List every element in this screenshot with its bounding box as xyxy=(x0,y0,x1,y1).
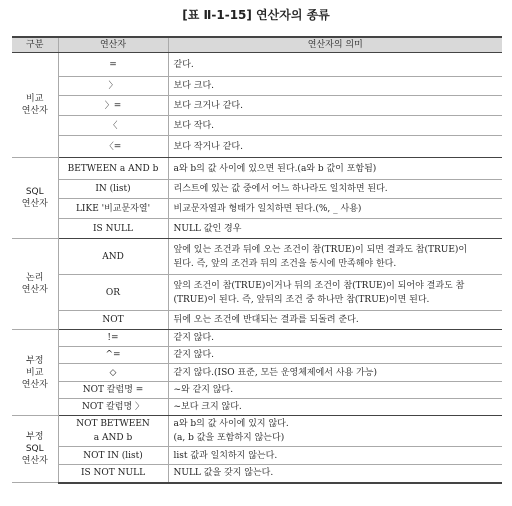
meaning-cell xyxy=(168,399,502,416)
header-operator: 연산자 xyxy=(58,37,168,53)
category-cell xyxy=(12,416,58,483)
meaning-text: 같다. xyxy=(173,59,194,70)
table-row xyxy=(12,275,502,311)
table-row xyxy=(12,311,502,330)
meaning-cell xyxy=(168,447,502,465)
meaning-text: 비교문자열과 형태가 일치하면 된다.(%, _ 사용) xyxy=(173,203,362,214)
meaning-cell xyxy=(168,96,502,116)
meaning-text: NULL 값을 갖지 않는다. xyxy=(173,468,274,479)
operator-cell xyxy=(58,77,168,96)
table-row xyxy=(12,158,502,180)
operator-text: ^= xyxy=(105,350,121,360)
operator-text: NOT 칼럼명 〉 xyxy=(81,402,145,412)
category-cell xyxy=(12,330,58,416)
meaning-cell xyxy=(168,53,502,77)
operator-cell xyxy=(58,180,168,199)
meaning-cell xyxy=(168,364,502,382)
meaning-text: 앞에 있는 조건과 뒤에 오는 조건이 참(TRUE)이 되면 결과도 참(TRUE)이 xyxy=(173,244,468,255)
meaning-text: 같지 않다.(ISO 표준, 모든 운영체제에서 사용 가능) xyxy=(173,367,378,378)
category-label-line: 연산자 xyxy=(21,285,48,295)
table-caption: [표 Ⅱ-1-15] 연산자의 종류 xyxy=(182,8,330,22)
category-label-line: 부정 xyxy=(26,355,44,366)
operator-text: LIKE '비교문자열' xyxy=(75,203,151,214)
operator-cell xyxy=(58,136,168,158)
meaning-cell xyxy=(168,347,502,364)
operator-text: 〈= xyxy=(104,141,122,152)
meaning-cell xyxy=(168,116,502,136)
category-label-line: SQL xyxy=(25,187,44,197)
table-row xyxy=(12,136,502,158)
table-row xyxy=(12,330,502,347)
table-row xyxy=(12,219,502,239)
operator-cell xyxy=(58,96,168,116)
meaning-cell xyxy=(168,275,502,311)
meaning-text: 보다 크다. xyxy=(173,81,214,91)
table-row xyxy=(12,96,502,116)
operator-cell xyxy=(58,219,168,239)
operator-text: = xyxy=(109,59,117,70)
table-row xyxy=(12,347,502,364)
table-row xyxy=(12,447,502,465)
meaning-text: 같지 않다. xyxy=(173,333,214,343)
meaning-text: list 값과 일치하지 않는다. xyxy=(173,450,278,461)
operator-text: NOT 칼럼명 = xyxy=(82,385,144,395)
category-cell xyxy=(12,239,58,330)
operator-cell xyxy=(58,399,168,416)
meaning-text: NULL 값인 경우 xyxy=(173,223,242,234)
meaning-text: 같지 않다. xyxy=(173,350,214,360)
category-cell xyxy=(12,158,58,239)
category-label-line: 논리 xyxy=(26,273,44,283)
operator-text: OR xyxy=(105,287,121,298)
operator-text: 〈 xyxy=(108,120,118,131)
meaning-cell xyxy=(168,199,502,219)
operator-text: 〉= xyxy=(104,100,122,111)
table-row xyxy=(12,180,502,199)
meaning-text: (a, b 값을 포함하지 않는다) xyxy=(173,433,285,443)
header-meaning: 연산자의 의미 xyxy=(168,37,502,53)
operator-table xyxy=(12,36,502,484)
table-row xyxy=(12,465,502,483)
category-label-line: 비교 xyxy=(26,94,44,104)
meaning-cell xyxy=(168,382,502,399)
meaning-cell xyxy=(168,330,502,347)
meaning-cell xyxy=(168,180,502,199)
operator-text: a AND b xyxy=(93,433,133,443)
table-row xyxy=(12,382,502,399)
operator-cell xyxy=(58,416,168,447)
table-row xyxy=(12,199,502,219)
header-category: 구분 xyxy=(12,37,58,53)
meaning-cell xyxy=(168,77,502,96)
table-row xyxy=(12,53,502,77)
operator-text: NOT BETWEEN xyxy=(76,419,150,429)
operator-cell xyxy=(58,465,168,483)
category-label-line: 연산자 xyxy=(21,456,48,466)
operator-cell xyxy=(58,382,168,399)
operator-cell xyxy=(58,239,168,275)
meaning-cell xyxy=(168,136,502,158)
meaning-text: 된다. 즉, 앞의 조건과 뒤의 조건을 동시에 만족해야 한다. xyxy=(173,258,397,269)
operator-cell xyxy=(58,347,168,364)
meaning-text: 보다 작거나 같다. xyxy=(173,141,243,152)
meaning-text: a와 b의 값 사이에 있지 않다. xyxy=(173,419,289,429)
operator-cell xyxy=(58,447,168,465)
category-label-line: 비교 xyxy=(26,367,44,378)
category-label-line: 연산자 xyxy=(21,379,48,390)
category-cell xyxy=(12,53,58,158)
meaning-text: 보다 작다. xyxy=(173,120,214,131)
table-row xyxy=(12,239,502,275)
operator-text: ◇ xyxy=(109,367,117,378)
meaning-cell xyxy=(168,219,502,239)
operator-text: 〉 xyxy=(108,81,118,91)
operator-cell xyxy=(58,330,168,347)
meaning-text: ~보다 크지 않다. xyxy=(173,402,242,412)
meaning-cell xyxy=(168,239,502,275)
meaning-text: 앞의 조건이 참(TRUE)이거나 뒤의 조건이 참(TRUE)이 되어야 결과도 참 xyxy=(173,280,465,291)
operator-cell xyxy=(58,53,168,77)
category-label-line: 연산자 xyxy=(21,199,48,209)
operator-text: BETWEEN a AND b xyxy=(67,163,159,174)
header-row xyxy=(12,37,502,53)
meaning-text: 뒤에 오는 조건에 반대되는 결과를 되돌려 준다. xyxy=(173,315,359,325)
operator-text: NOT xyxy=(102,315,124,325)
table-row xyxy=(12,399,502,416)
operator-text: IN (list) xyxy=(95,184,131,194)
operator-cell xyxy=(58,158,168,180)
meaning-cell xyxy=(168,311,502,330)
operator-cell xyxy=(58,116,168,136)
table-row xyxy=(12,364,502,382)
category-label-line: 연산자 xyxy=(21,106,48,116)
table-row xyxy=(12,77,502,96)
operator-cell xyxy=(58,364,168,382)
table-row xyxy=(12,416,502,447)
meaning-text: 보다 크거나 같다. xyxy=(173,100,243,111)
category-label-line: SQL xyxy=(25,444,44,454)
operator-text: IS NOT NULL xyxy=(80,468,146,479)
meaning-text: a와 b의 값 사이에 있으면 된다.(a와 b 값이 포함됨) xyxy=(173,163,377,174)
meaning-text: (TRUE)이 된다. 즉, 앞뒤의 조건 중 하나만 참(TRUE)이면 된다. xyxy=(173,294,430,305)
meaning-cell xyxy=(168,158,502,180)
meaning-text: ~와 같지 않다. xyxy=(173,385,234,395)
operator-text: AND xyxy=(102,251,124,262)
operator-text: != xyxy=(107,333,119,343)
operator-cell xyxy=(58,311,168,330)
meaning-cell xyxy=(168,465,502,483)
operator-cell xyxy=(58,199,168,219)
operator-cell xyxy=(58,275,168,311)
meaning-cell xyxy=(168,416,502,447)
table-row xyxy=(12,116,502,136)
operator-text: IS NULL xyxy=(93,223,133,234)
category-label-line: 부정 xyxy=(26,432,44,442)
operator-text: NOT IN (list) xyxy=(83,450,143,461)
meaning-text: 리스트에 있는 값 중에서 어느 하나라도 일치하면 된다. xyxy=(173,184,388,194)
